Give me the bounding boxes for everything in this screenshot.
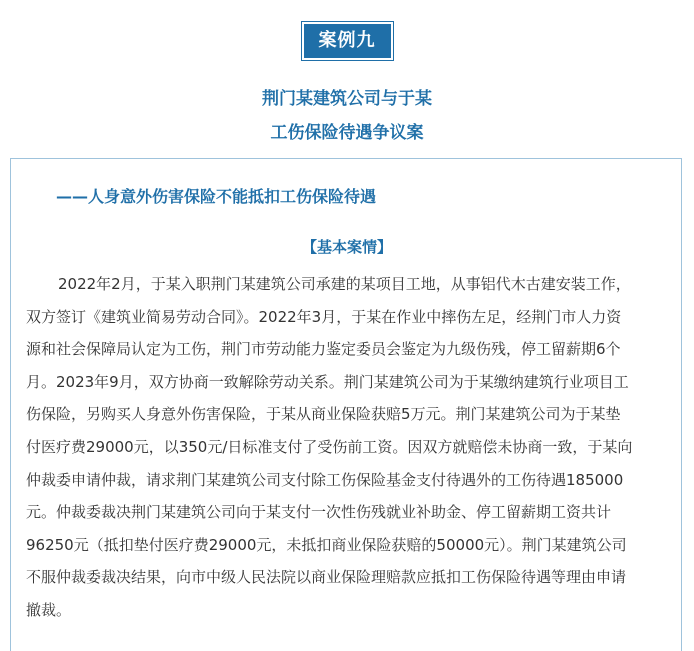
section-heading: 【基本案情】 [301,238,392,256]
case-title-line-2: 工伤保险待遇争议案 [270,123,424,143]
body-line: 仲裁委申请仲裁，请求荆门某建筑公司支付除工伤保险基金支付待遇外的工伤待遇185000 [26,470,624,489]
case-title-line-1: 荆门某建筑公司与于某 [262,89,432,109]
body-line: 96250元（抵扣垫付医疗费29000元，未抵扣商业保险获赔的50000元）。荆门某建筑公司 [26,535,627,554]
body-line: 不服仲裁委裁决结果，向市中级人民法院以商业保险理赔款应抵扣工伤保险待遇等理由申请 [26,568,627,587]
body-line: 元。仲裁委裁决荆门某建筑公司向于某支付一次性伤残就业补助金、停工留薪期工资共计 [26,503,612,522]
body-line: 2022年2月，于某入职荆门某建筑公司承建的某项目工地，从事铝代木古建安装工作， [58,275,631,293]
case-body-text [26,268,674,627]
body-line: 月。2023年9月，双方协商一致解除劳动关系。荆门某建筑公司为于某缴纳建筑行业项目工 [26,372,629,391]
body-line: 伤保险，另购买人身意外伤害保险，于某从商业保险获赔5万元。荆门某建筑公司为于某垫 [26,405,621,424]
case-number-badge: 案例九 [304,24,391,58]
body-line: 撤裁。 [26,600,72,619]
body-line: 双方签订《建筑业简易劳动合同》。2022年3月，于某在作业中摔伤左足，经荆门市人力资 [26,307,622,326]
body-line: 源和社会保障局认定为工伤，荆门市劳动能力鉴定委员会鉴定为九级伤残，停工留薪期6个 [26,340,621,359]
case-badge-container [0,24,694,58]
case-subtitle: ——人身意外伤害保险不能抵扣工伤保险待遇 [56,187,377,206]
body-line: 付医疗费29000元，以350元/日标准支付了受伤前工资。因双方就赔偿未协商一致，于某向 [26,437,633,456]
